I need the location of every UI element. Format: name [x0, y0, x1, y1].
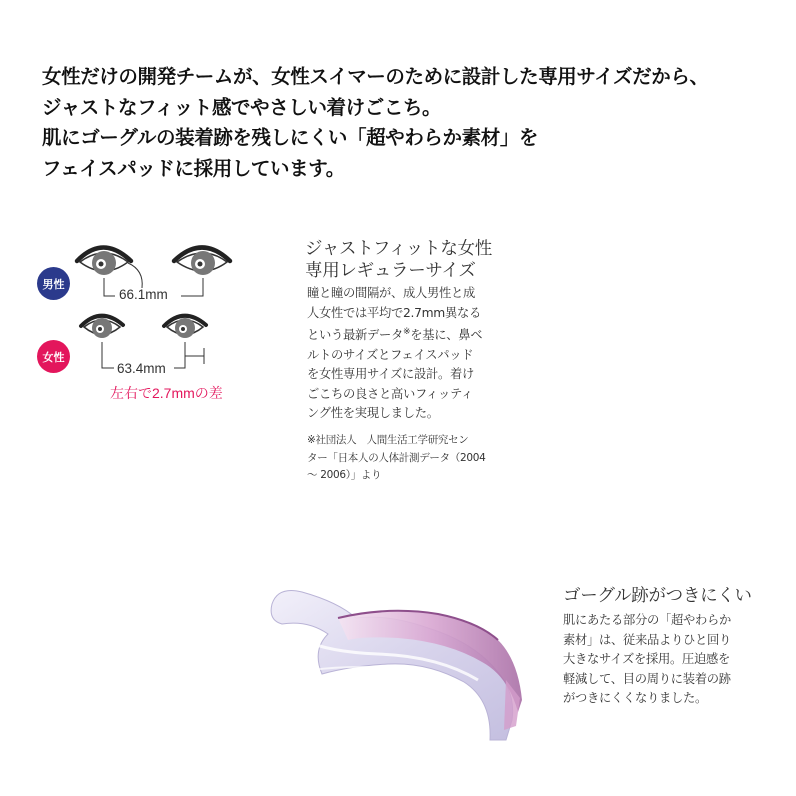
- fit-note-line-1: ※社団法人 人間生活工学研究セン: [307, 434, 469, 446]
- female-measure-right-bracket: [174, 342, 185, 368]
- male-right-eye-icon: [174, 248, 230, 276]
- intro-line-4: フェイスパッドに採用しています。: [42, 156, 345, 180]
- female-measure-left-bracket: [102, 342, 114, 368]
- fit-body-line-3b: を基に、鼻ベ: [410, 328, 483, 342]
- fit-body-line-3: [307, 323, 512, 346]
- fit-body-line-2: 人女性では平均で2.7mm異なる: [307, 305, 481, 320]
- fit-body-line-3a: という最新データ: [307, 328, 403, 342]
- mark-body-line-1: 肌にあたる部分の「超やわらか: [563, 613, 731, 627]
- fit-note-line-2: ター「日本人の人体計測データ（2004: [307, 451, 486, 464]
- footnote-mark: ※: [402, 327, 411, 337]
- fit-title-line-1: ジャストフィットな女性: [305, 239, 492, 259]
- fit-body-line-7: ング性を実現しました。: [307, 406, 439, 420]
- difference-label: 左右で2.7mmの差: [110, 385, 223, 401]
- fit-body-line-6: ごこちの良さと高いフィッティ: [307, 386, 473, 401]
- mark-body-line-5: がつきにくくなりました。: [563, 691, 707, 705]
- fit-title: [305, 238, 492, 282]
- mark-body-line-4: 軽減して、目の周りに装着の跡: [563, 671, 731, 686]
- goggle-pad-image: [268, 580, 528, 745]
- eye-comparison-diagram: [70, 232, 240, 372]
- male-badge: 男性: [37, 267, 70, 300]
- male-distance-label: 66.1mm: [119, 287, 168, 302]
- intro-line-1: 女性だけの開発チームが、女性スイマーのために設計した専用サイズだから、: [42, 65, 709, 88]
- mark-body-line-2: 素材」は、従来品よりひと回り: [563, 632, 731, 647]
- fit-body-line-4: ルトのサイズとフェイスパッド: [307, 347, 474, 362]
- male-eyelash-line: [128, 263, 142, 288]
- fit-body-line-5: を女性専用サイズに設計。着け: [307, 367, 474, 381]
- male-measure-left-bracket: [104, 278, 115, 296]
- female-left-eye-icon: [81, 316, 123, 338]
- fit-footnote: [307, 432, 522, 485]
- female-right-eye-icon: [164, 316, 206, 338]
- fit-title-line-2: 専用レギュラーサイズ: [305, 261, 476, 281]
- mark-body-line-3: 大きなサイズを採用。圧迫感を: [563, 652, 730, 666]
- female-badge: 女性: [37, 340, 70, 373]
- intro-line-3: 肌にゴーグルの装着跡を残しにくい「超やわらか素材」を: [42, 126, 539, 149]
- fit-note-line-3: ～ 2006）」より: [307, 469, 382, 481]
- male-left-eye-icon: [77, 248, 131, 276]
- mark-description: [563, 611, 778, 709]
- intro-line-2: ジャストなフィット感でやさしい着けごこち。: [42, 95, 442, 119]
- male-measure-right-bracket: [181, 278, 203, 296]
- difference-marker: [185, 348, 204, 364]
- fit-description: [307, 284, 512, 424]
- female-distance-label: 63.4mm: [117, 361, 166, 376]
- intro-text: [42, 62, 782, 184]
- fit-body-line-1: 瞳と瞳の間隔が、成人男性と成: [307, 286, 475, 300]
- mark-title: ゴーグル跡がつきにくい: [563, 586, 752, 606]
